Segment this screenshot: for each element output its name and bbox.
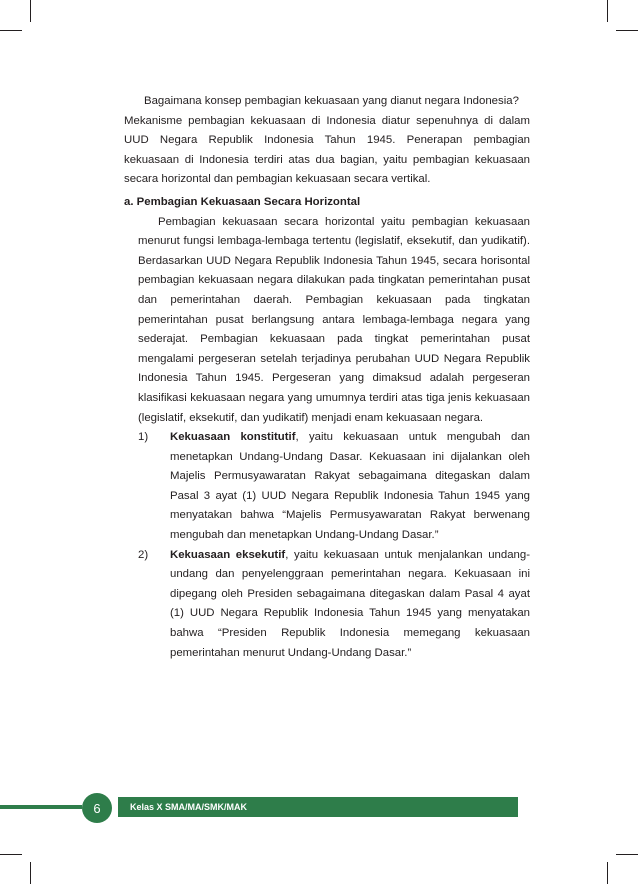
section-paragraph: Pembagian kekuasaan secara horizontal yaitu pembagian kekuasaan menurut fungsi lembaga-lembaga tertentu (legislatif, eksekutif, dan yudikatif). Berdasarkan UUD Negara Republik Indonesia Tahun 1945, secara horisontal pembagian kekuasaan negara dilakukan pada tingkatan pemerintahan pusat dan pemerintahan daerah. Pembagian kekuasaan pada tingkatan pemerintahan pusat berlangsung antara lembaga-lembaga negara yang sederajat. Pembagian kekuasaan pada tingkat pemerintahan pusat mengalami pergeseran setelah terjadinya perubahan UUD Negara Republik Indonesia Tahun 1945. Pergeseran yang dimaksud adalah pergeseran klasifikasi kekuasaan negara yang umumnya terdiri atas tiga jenis kekuasaan (legislatif, eksekutif, dan yudikatif) menjadi enam kekuasaan negara.: [138, 215, 530, 424]
list-item: [138, 428, 530, 546]
crop-mark: [607, 0, 608, 22]
page-content: [124, 92, 530, 663]
crop-mark: [616, 854, 638, 855]
list-item-text: , yaitu kekuasaan untuk menjalankan undang-undang dan penyelenggraan pemerintahan negara. Kekuasaan ini dipegang oleh Presiden sebagaimana ditegaskan dalam Pasal 4 ayat (1) UUD Negara Republik Indonesia Tahun 1945 yang menyatakan bahwa “Presiden Republik Indonesia memegang kekuasaan pemerintahan menurut Undang-Undang Dasar.”: [170, 548, 530, 659]
crop-mark: [0, 30, 22, 31]
list-item-number: 2): [138, 548, 149, 561]
footer: [0, 792, 638, 822]
page-number: 6: [82, 793, 112, 823]
footer-label: Kelas X SMA/MA/SMK/MAK: [118, 797, 518, 817]
intro-question: Bagaimana konsep pembagian kekuasaan yang dianut negara Indonesia?: [144, 95, 519, 107]
crop-mark: [30, 862, 31, 884]
crop-mark: [607, 862, 608, 884]
list-item-number: 1): [138, 431, 149, 444]
list-item-term: Kekuasaan konstitutif: [170, 431, 296, 444]
list-item-text: , yaitu kekuasaan untuk mengubah dan menetapkan Undang-Undang Dasar. Kekuasaan ini dijalankan oleh Majelis Permusyawaratan Rakyat sebagaimana ditegaskan dalam Pasal 3 ayat (1) UUD Negara Republik Indonesia Tahun 1945 yang menyatakan bahwa “Majelis Permusyawaratan Rakyat berwenang mengubah dan menetapkan Undang-Undang Dasar.”: [170, 431, 530, 542]
crop-mark: [616, 30, 638, 31]
list-item-term: Kekuasaan eksekutif: [170, 548, 286, 561]
power-list: [138, 428, 530, 663]
crop-mark: [30, 0, 31, 22]
crop-mark: [0, 854, 22, 855]
section-heading: a. Pembagian Kekuasaan Secara Horizontal: [124, 195, 361, 208]
list-item: [138, 546, 530, 664]
section-body: [138, 213, 530, 664]
intro-paragraph: Mekanisme pembagian kekuasaan di Indonesia diatur sepenuhnya di dalam UUD Negara Republik Indonesia Tahun 1945. Penerapan pembagian kekuasaan di Indonesia terdiri atas dua bagian, yaitu pembagian kekuasaan secara horizontal dan pembagian kekuasaan secara vertikal.: [124, 114, 530, 186]
footer-rule: [0, 805, 82, 809]
